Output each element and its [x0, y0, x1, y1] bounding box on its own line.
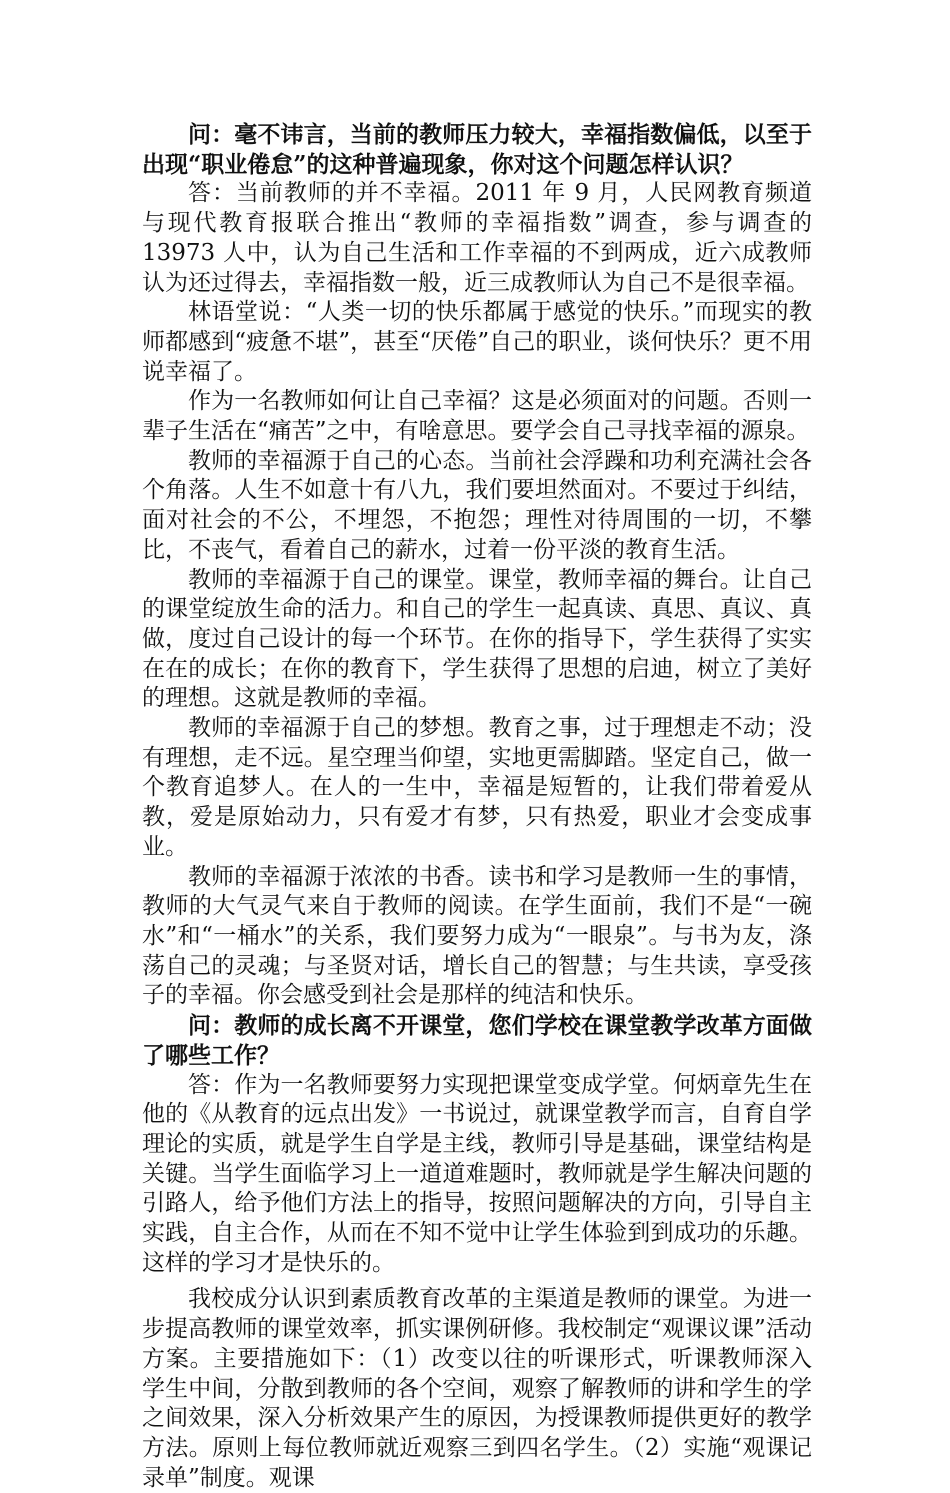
question-paragraph: 问：教师的成长离不开课堂，您们学校在课堂教学改革方面做了哪些工作？ — [142, 1012, 812, 1069]
answer-paragraph: 答：作为一名教师要努力实现把课堂变成学堂。何炳章先生在他的《从教育的远点出发》一书说过，就课堂教学而言，自育自学理论的实质，就是学生自学是主线，教师引导是基础，课堂结构是关键。当学生面临学习上一道道难题时，教师就是学生解决问题的引路人，给予他们方法上的指导，按照问题解决的方向，引导自主实践，自主合作，从而在不知不觉中让学生体验到到成功的乐趣。这样的学习才是快乐的。 — [142, 1071, 812, 1276]
body-paragraph: 教师的幸福源于自己的课堂。课堂，教师幸福的舞台。让自己的课堂绽放生命的活力。和自己的学生一起真读、真思、真议、真做，度过自己设计的每一个环节。在你的指导下，学生获得了实实在在的成长；在你的教育下，学生获得了思想的启迪，树立了美好的理想。这就是教师的幸福。 — [142, 566, 812, 712]
answer-paragraph: 答：当前教师的并不幸福。2011 年 9 月，人民网教育频道与现代教育报联合推出“教师的幸福指数”调查，参与调查的 13973 人中，认为自己生活和工作幸福的不到两成，近六成教师认为还过得去，幸福指数一般，近三成教师认为自己不是很幸福。 — [142, 180, 812, 296]
body-paragraph: 林语堂说：“人类一切的快乐都属于感觉的快乐。”而现实的教师都感到“疲惫不堪”，甚至“厌倦”自己的职业，谈何快乐？更不用说幸福了。 — [142, 299, 812, 385]
document-page — [142, 120, 812, 1493]
body-paragraph: 作为一名教师如何让自己幸福？这是必须面对的问题。否则一辈子生活在“痛苦”之中，有啥意思。要学会自己寻找幸福的源泉。 — [142, 388, 812, 445]
body-paragraph: 教师的幸福源于浓浓的书香。读书和学习是教师一生的事情，教师的大气灵气来自于教师的阅读。在学生面前，我们不是“一碗水”和“一桶水”的关系，我们要努力成为“一眼泉”。与书为友，涤荡自己的灵魂；与圣贤对话，增长自己的智慧；与生共读，享受孩子的幸福。你会感受到社会是那样的纯洁和快乐。 — [142, 863, 812, 1009]
body-paragraph: 教师的幸福源于自己的梦想。教育之事，过于理想走不动；没有理想，走不远。星空理当仰望，实地更需脚踏。坚定自己，做一个教育追梦人。在人的一生中，幸福是短暂的，让我们带着爱从教，爱是原始动力，只有爱才有梦，只有热爱，职业才会变成事业。 — [142, 715, 812, 860]
body-paragraph: 我校成分认识到素质教育改革的主渠道是教师的课堂。为进一步提高教师的课堂效率，抓实课例研修。我校制定“观课议课”活动方案。主要措施如下：（1）改变以往的听课形式，听课教师深入学生中间，分散到教师的各个空间，观察了解教师的讲和学生的学之间效果，深入分析效果产生的原因，为授课教师提供更好的教学方法。原则上每位教师就近观察三到四名学生。（2）实施“观课记录单”制度。观课 — [142, 1286, 812, 1491]
question-paragraph: 问：毫不讳言，当前的教师压力较大，幸福指数偏低，以至于出现“职业倦怠”的这种普遍现象，你对这个问题怎样认识？ — [142, 121, 812, 178]
body-paragraph: 教师的幸福源于自己的心态。当前社会浮躁和功利充满社会各个角落。人生不如意十有八九，我们要坦然面对。不要过于纠结，面对社会的不公，不埋怨，不抱怨；理性对待周围的一切，不攀比，不丧气，看着自己的薪水，过着一份平淡的教育生活。 — [142, 447, 812, 563]
